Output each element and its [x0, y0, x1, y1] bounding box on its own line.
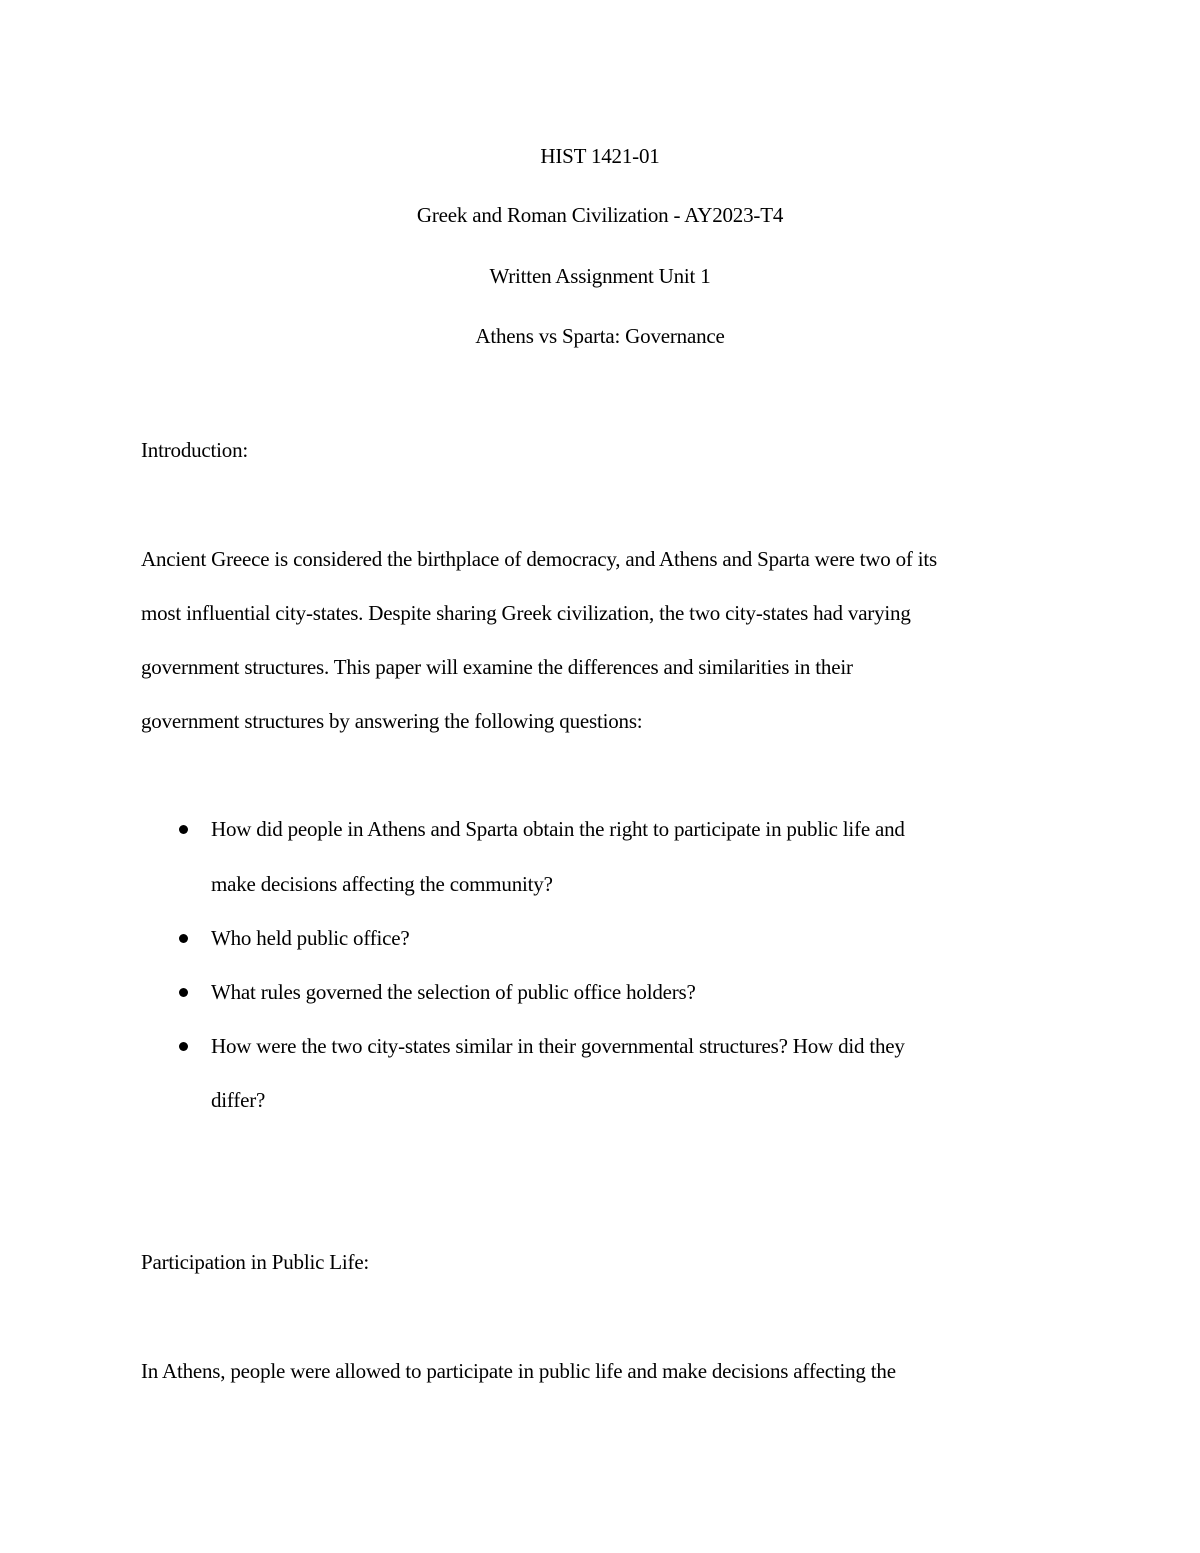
paragraph-line: government structures by answering the following questions: — [141, 709, 643, 733]
participation-heading: Participation in Public Life: — [141, 1250, 370, 1274]
introduction-heading: Introduction: — [141, 438, 249, 462]
bullet-icon — [179, 1042, 188, 1051]
paper-title: Athens vs Sparta: Governance — [475, 324, 725, 348]
bullet-icon — [179, 825, 188, 834]
paragraph-line: most influential city-states. Despite sharing Greek civilization, the two city-states had varying — [141, 601, 911, 625]
list-item-line: How were the two city-states similar in their governmental structures? How did they — [211, 1034, 905, 1058]
list-item-line: make decisions affecting the community? — [211, 872, 553, 896]
list-item-line: What rules governed the selection of public office holders? — [211, 980, 696, 1004]
paragraph-line: government structures. This paper will examine the differences and similarities in their — [141, 655, 853, 679]
list-item-line: Who held public office? — [211, 926, 410, 950]
course-code: HIST 1421-01 — [540, 144, 660, 168]
bullet-icon — [179, 988, 188, 997]
assignment-title: Written Assignment Unit 1 — [489, 264, 711, 288]
list-item-line: differ? — [211, 1088, 266, 1112]
bullet-icon — [179, 934, 188, 943]
list-item-line: How did people in Athens and Sparta obtain the right to participate in public life and — [211, 817, 905, 841]
course-name: Greek and Roman Civilization - AY2023-T4 — [416, 203, 784, 227]
paragraph-line: In Athens, people were allowed to participate in public life and make decisions affecting the — [141, 1359, 896, 1383]
paragraph-line: Ancient Greece is considered the birthplace of democracy, and Athens and Sparta were two of its — [141, 547, 938, 571]
